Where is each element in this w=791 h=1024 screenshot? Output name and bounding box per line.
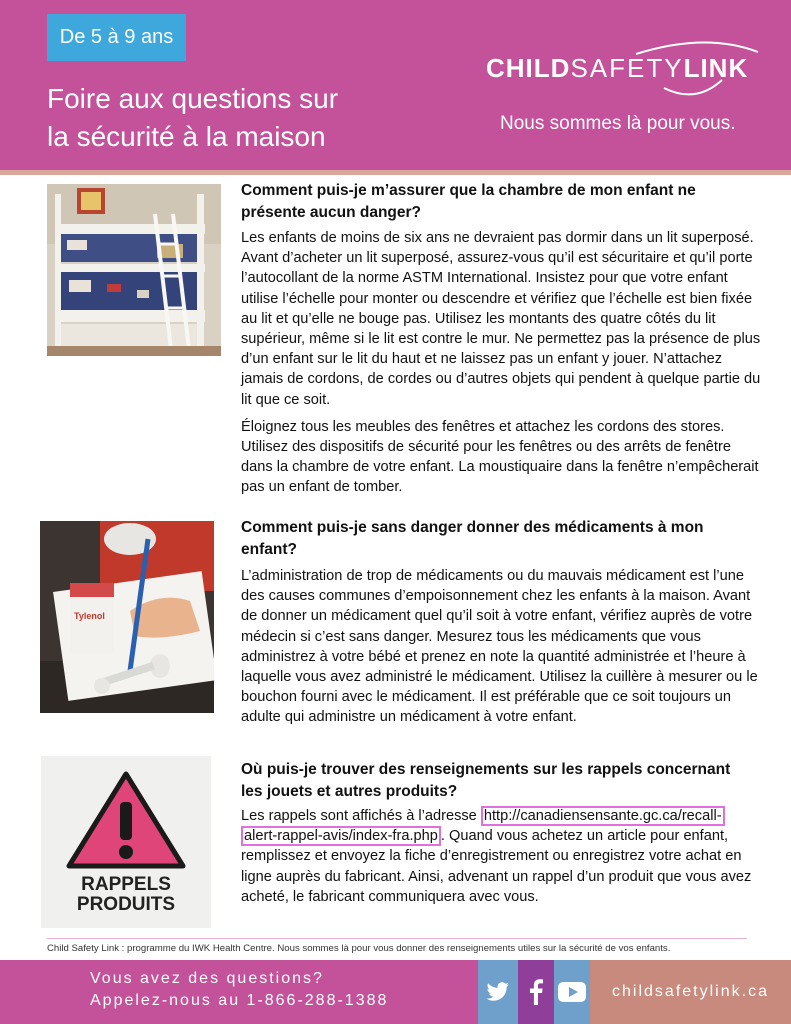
- medication-photo: [40, 521, 214, 713]
- logo-text: [486, 53, 748, 84]
- childsafetylink-logo: [486, 40, 766, 100]
- facebook-icon: [529, 979, 543, 1005]
- youtube-icon: [558, 982, 586, 1002]
- recall-text-before-link: Les rappels sont affichés à l’adresse: [241, 808, 481, 824]
- page-title-line1: Foire aux questions sur: [47, 83, 339, 114]
- logo-text-link: LINK: [683, 53, 749, 83]
- answer-recalls-paragraph-1: [241, 806, 761, 907]
- question-heading-medication: Comment puis-je sans danger donner des médicaments à mon enfant?: [241, 519, 704, 558]
- footer-bar: [0, 960, 791, 1024]
- age-badge: De 5 à 9 ans: [47, 14, 186, 61]
- website-link[interactable]: childsafetylink.ca: [590, 960, 791, 1024]
- medicine-box-text: Tylenol: [74, 611, 105, 621]
- recall-text-after-link: . Quand vous achetez un article pour enfant, remplissez et envoyez la fiche d’enregistrement ou enregistrez votre achat en ligne auprès du fabricant. Ainsi, advenant un rappel d’un produit que vous avez acheté, le fabricant communiquera avec vous.: [241, 828, 752, 905]
- answer-recalls: [241, 806, 761, 914]
- tagline: Nous sommes là pour vous.: [500, 113, 736, 134]
- recall-url-link-part1[interactable]: http://canadiensensante.gc.ca/recall-: [481, 806, 725, 826]
- footer-note: Child Safety Link : programme du IWK Health Centre. Nous sommes là pour vous donner des renseignements utiles sur la sécurité de vos enfants.: [47, 943, 671, 954]
- answer-bedroom: [241, 228, 761, 505]
- contact-block: [90, 968, 388, 1012]
- logo-text-child: CHILD: [486, 53, 571, 83]
- answer-medication: [241, 566, 761, 735]
- page-title: [47, 80, 427, 156]
- recall-url-link-part2[interactable]: alert-rappel-avis/index-fra.php: [241, 826, 441, 846]
- twitter-button[interactable]: [478, 960, 518, 1024]
- answer-medication-paragraph-1: L’administration de trop de médicaments ou du mauvais médicament est l’une des causes communes d’empoisonnement chez les enfants à la maison. Avant de donner un médicament quel qu’il soit à votre enfant, vérifiez auprès de votre médecin si c’est sans danger. Mesurez tous les médicaments que vous administrez à votre bébé et prenez en note la quantité administrée et l’heure à laquelle vous avez administré le médicament. Utilisez la cuillère à mesurer ou le bouchon fourni avec le médicament. Il est préférable que ce soit toujours un adulte qui administre un médicament à votre enfant.: [241, 568, 758, 726]
- header-divider: [0, 170, 791, 175]
- facebook-button[interactable]: [518, 960, 554, 1024]
- page-title-line2: la sécurité à la maison: [47, 121, 326, 152]
- contact-question: Vous avez des questions?: [90, 970, 324, 987]
- bunk-bed-photo: [47, 184, 221, 356]
- recall-label-line1: RAPPELS: [81, 874, 171, 895]
- recall-label-line2: PRODUITS: [76, 894, 176, 915]
- twitter-icon: [486, 982, 510, 1002]
- contact-phone[interactable]: Appelez-nous au 1-866-288-1388: [90, 992, 389, 1009]
- youtube-button[interactable]: [554, 960, 590, 1024]
- product-recall-image: [41, 756, 211, 928]
- answer-bedroom-paragraph-1: Les enfants de moins de six ans ne devraient pas dormir dans un lit superposé. Avant d’acheter un lit superposé, assurez-vous qu’il est sécuritaire et qu’il porte l’autocollant de la norme ASTM International. Insistez pour que votre enfant utilise l’échelle pour monter ou descendre et vérifiez que l’échelle est bien fixée au lit et qu’elle ne bouge pas. Utilisez les montants des quatre côtés du lit supérieur, même si le lit est contre le mur. Ne permettez pas la présence de plus d’un enfant sur le lit du haut et ne laissez pas un enfant y jouer. N’attachez jamais de cordons, de cordes ou d’autres objets qui pendent à quelque partie du lit que ce soit.: [241, 230, 761, 408]
- header-banner: [0, 0, 791, 170]
- logo-text-safety: SAFETY: [570, 53, 684, 83]
- question-heading-bedroom: Comment puis-je m’assurer que la chambre de mon enfant ne présente aucun danger?: [241, 182, 696, 221]
- question-heading-recalls: Où puis-je trouver des renseignements sur les rappels concernant les jouets et autres produits?: [241, 761, 731, 800]
- footer-divider: [47, 938, 747, 939]
- answer-bedroom-paragraph-2: Éloignez tous les meubles des fenêtres et attachez les cordons des stores. Utilisez des dispositifs de sécurité pour les fenêtres ou des arrêts de fenêtre dans la chambre de votre enfant. La moustiquaire dans la fenêtre n’empêcherait pas un enfant de tomber.: [241, 418, 759, 496]
